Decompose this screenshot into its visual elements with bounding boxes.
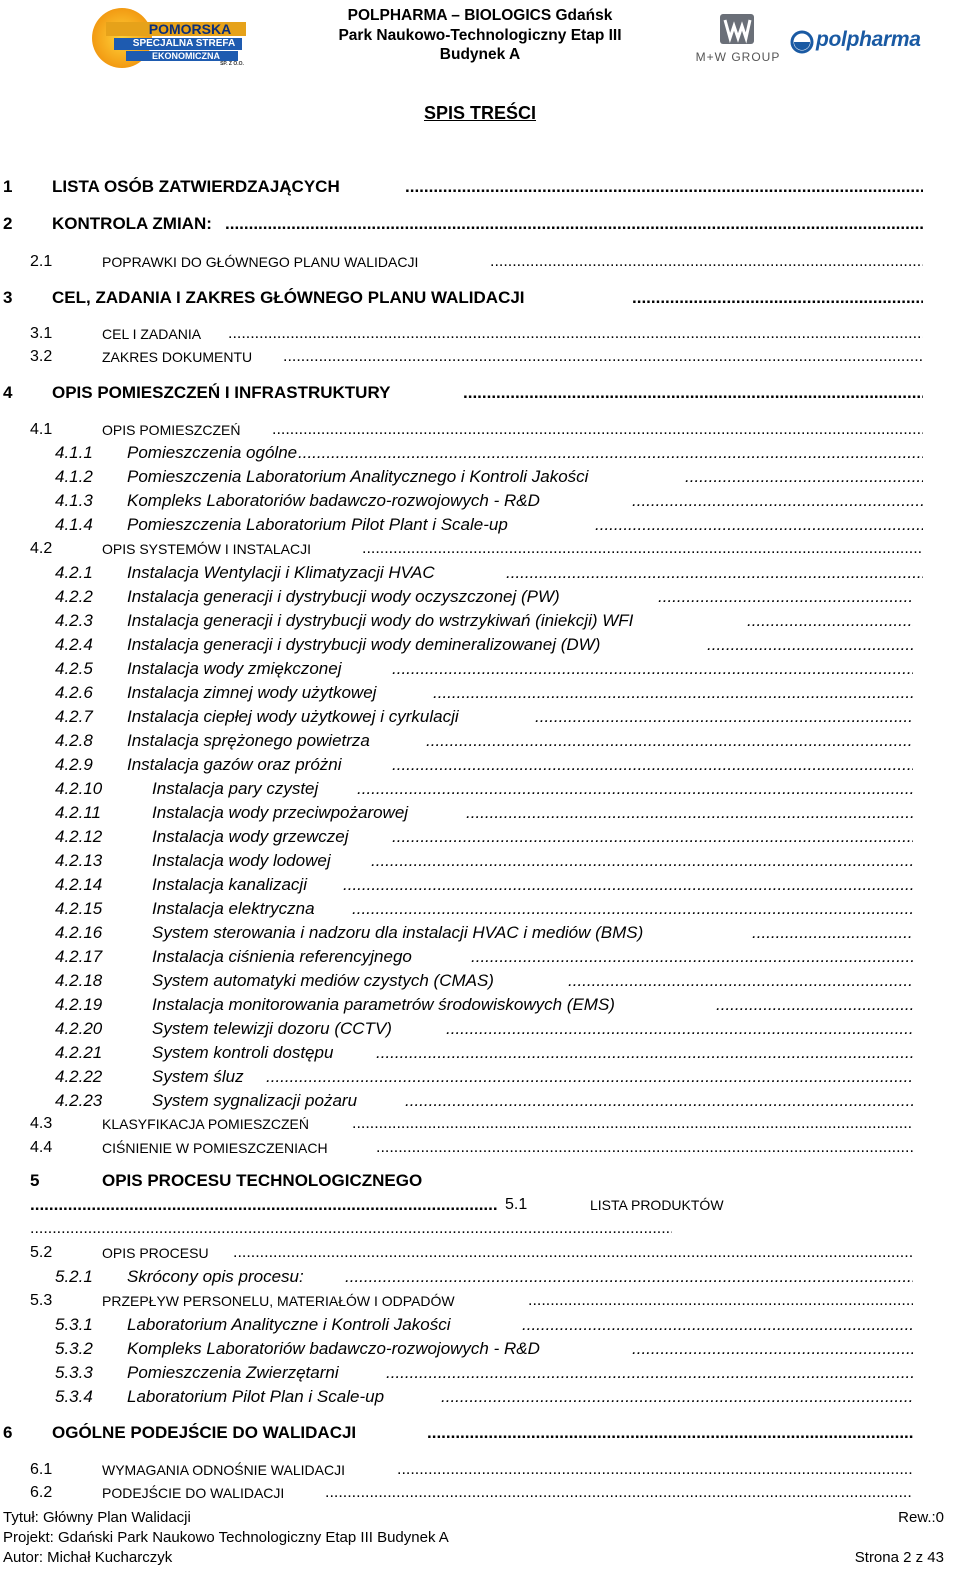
toc-entry-title: POPRAWKI DO GŁÓWNEGO PLANU WALIDACJI	[102, 254, 419, 270]
toc-leader-dots	[595, 514, 923, 536]
toc-entry-title: System automatyki mediów czystych (CMAS)	[152, 971, 494, 990]
toc-leader-dots	[433, 682, 913, 704]
toc-entry-title: Instalacja ciepłej wody użytkowej i cyrkulacji	[127, 707, 459, 726]
toc-entry-number: 4.2.10	[55, 779, 103, 798]
toc-entry-number: 5	[30, 1171, 40, 1190]
toc-entry-number: 4.2.15	[55, 899, 103, 918]
footer-project: Projekt: Gdański Park Naukowo Technologiczny Etap III Budynek A	[3, 1529, 449, 1546]
toc-leader-dots	[397, 1459, 913, 1481]
toc-entry-number: 5.1	[505, 1196, 528, 1213]
toc-entry-title: System kontroli dostępu	[152, 1043, 334, 1062]
toc-entry-number: 4.3	[30, 1115, 53, 1132]
toc-leader-dots	[471, 946, 913, 968]
toc-leader-dots	[376, 1137, 913, 1159]
toc-leader-dots	[506, 562, 923, 584]
toc-entry[interactable]	[0, 442, 960, 464]
toc-leader-dots	[405, 1090, 913, 1112]
logo-text-1: POMORSKA	[148, 21, 232, 37]
toc-entry-title: Instalacja Wentylacji i Klimatyzacji HVAC	[127, 563, 435, 582]
toc-entry-title: System telewizji dozoru (CCTV)	[152, 1019, 392, 1038]
toc-entry-number: 4.1.3	[55, 491, 93, 510]
polpharma-text: polpharma	[816, 28, 921, 51]
toc-entry[interactable]	[0, 802, 960, 824]
toc-entry[interactable]	[0, 1314, 960, 1336]
toc-entry-number: 1	[3, 177, 13, 196]
toc-entry-title: Kompleks Laboratoriów badawczo-rozwojowych - R&D	[127, 1339, 540, 1358]
toc-entry-number: 5.3	[30, 1292, 53, 1309]
toc-entry-title: LISTA PRODUKTÓW	[590, 1197, 724, 1213]
toc-entry[interactable]	[0, 658, 960, 680]
toc-entry[interactable]	[0, 1242, 960, 1264]
toc-entry-number: 5.3.3	[55, 1363, 93, 1382]
toc-entry-number: 5.2.1	[55, 1267, 93, 1286]
toc-entry-title: Instalacja kanalizacji	[152, 875, 307, 894]
toc-entry[interactable]	[0, 826, 960, 848]
toc-entry-number: 3.2	[30, 348, 53, 365]
toc-entry[interactable]	[0, 1386, 960, 1408]
toc-entry-title: OPIS POMIESZCZEŃ	[102, 422, 241, 438]
toc-leader-dots	[376, 1042, 913, 1064]
toc-leader-dots	[392, 754, 913, 776]
toc-entry[interactable]	[0, 1338, 960, 1360]
toc-leader-dots	[30, 1218, 672, 1240]
toc-entry[interactable]	[0, 419, 960, 441]
toc-entry-title: Laboratorium Analityczne i Kontroli Jakości	[127, 1315, 451, 1334]
toc-entry[interactable]	[0, 1170, 960, 1192]
toc-entry-number: 4.1.4	[55, 515, 93, 534]
toc-leader-dots	[632, 287, 923, 309]
toc-leader-dots	[298, 442, 923, 464]
logo-text-4: SP. Z O.O.	[220, 61, 244, 67]
toc-entry-number: 5.3.4	[55, 1387, 93, 1406]
toc-leader-dots	[707, 634, 913, 656]
toc-entry[interactable]	[0, 466, 960, 488]
header-building: Budynek A	[439, 46, 521, 63]
toc-entry-title: Instalacja generacji i dystrybucji wody demineralizowanej (DW)	[127, 635, 601, 654]
toc-leader-dots	[352, 898, 913, 920]
toc-entry-title: System sygnalizacji pożaru	[152, 1091, 358, 1110]
toc-entry[interactable]	[0, 287, 960, 309]
toc-entry[interactable]	[0, 874, 960, 896]
toc-entry-number: 6.1	[30, 1461, 53, 1478]
toc-entry-title: Instalacja pary czystej	[152, 779, 319, 798]
toc-entry[interactable]	[0, 490, 960, 512]
toc-entry-number: 4.2.9	[55, 755, 93, 774]
toc-leader-dots	[632, 490, 923, 512]
toc-entry-number: 4.2.13	[55, 851, 103, 870]
toc-leader-dots	[568, 970, 913, 992]
toc-entry[interactable]	[0, 634, 960, 656]
toc-entry-title: Skrócony opis procesu:	[127, 1267, 304, 1286]
toc-leader-dots	[371, 850, 913, 872]
toc-entry[interactable]	[0, 1482, 960, 1504]
toc-entry[interactable]	[0, 1113, 960, 1135]
toc-title: SPIS TREŚCI	[423, 103, 537, 123]
toc-entry-title: Instalacja ciśnienia referencyjnego	[152, 947, 412, 966]
toc-entry[interactable]	[0, 538, 960, 560]
toc-entry-number: 4.2.12	[55, 827, 103, 846]
toc-entry-number: 4.2	[30, 540, 53, 557]
toc-entry[interactable]	[0, 1042, 960, 1064]
toc-leader-dots	[352, 1113, 913, 1135]
toc-leader-dots	[343, 874, 913, 896]
toc-leader-dots	[752, 922, 913, 944]
toc-entry-title: WYMAGANIA ODNOŚNIE WALIDACJI	[102, 1462, 345, 1478]
toc-entry-number: 4.2.7	[55, 707, 93, 726]
toc-entry-title: PODEJŚCIE DO WALIDACJI	[102, 1485, 285, 1501]
toc-leader-dots	[441, 1386, 913, 1408]
toc-leader-dots	[392, 826, 913, 848]
toc-leader-dots	[658, 586, 913, 608]
toc-entry[interactable]	[0, 898, 960, 920]
page-header	[0, 0, 960, 80]
toc-entry-title: Instalacja gazów oraz próżni	[127, 755, 342, 774]
toc-entry-title: LISTA OSÓB ZATWIERDZAJĄCYCH	[52, 177, 340, 196]
toc-leader-dots	[228, 323, 923, 345]
pomorska-strefa-logo	[86, 4, 256, 70]
toc-entry-number: 4	[3, 383, 13, 402]
footer-title: Tytuł: Główny Plan Walidacji	[3, 1509, 191, 1526]
toc-leader-dots	[463, 382, 923, 404]
toc-leader-dots	[225, 213, 923, 235]
toc-leader-dots	[446, 1018, 913, 1040]
toc-entry[interactable]	[0, 1018, 960, 1040]
toc-entry-number: 4.2.6	[55, 683, 93, 702]
toc-entry-number: 5.3.2	[55, 1339, 93, 1358]
toc-leader-dots	[233, 1242, 913, 1264]
toc-entry-number: 4.2.3	[55, 611, 93, 630]
toc-entry-number: 4.2.1	[55, 563, 93, 582]
toc-entry-title: Instalacja wody zmiękczonej	[127, 659, 342, 678]
toc-entry-title: OPIS SYSTEMÓW I INSTALACJI	[102, 541, 311, 557]
toc-entry-number: 4.2.23	[55, 1091, 103, 1110]
toc-entry-title: Kompleks Laboratoriów badawczo-rozwojowych - R&D	[127, 491, 540, 510]
mw-group-logo	[690, 12, 786, 68]
toc-entry-number: 4.2.4	[55, 635, 93, 654]
toc-entry[interactable]	[0, 562, 960, 584]
toc-entry[interactable]	[0, 1266, 960, 1288]
toc-entry[interactable]	[0, 382, 960, 404]
toc-entry[interactable]	[0, 1194, 960, 1216]
toc-entry-number: 4.2.8	[55, 731, 93, 750]
header-company: POLPHARMA – BIOLOGICS Gdańsk	[347, 7, 613, 24]
toc-entry-number: 3	[3, 288, 13, 307]
toc-entry-title: Instalacja monitorowania parametrów środowiskowych (EMS)	[152, 995, 615, 1014]
toc-leader-dots	[490, 251, 923, 273]
footer-page-number: Strona 2 z 43	[854, 1549, 944, 1566]
toc-entry-number: 4.2.11	[55, 803, 102, 822]
toc-entry-title: Instalacja elektryczna	[152, 899, 315, 918]
toc-entry-title: Instalacja wody lodowej	[152, 851, 331, 870]
polpharma-logo	[790, 26, 940, 56]
toc-entry-number: 4.1.2	[55, 467, 93, 486]
toc-entry[interactable]	[0, 514, 960, 536]
toc-entry-title: OPIS POMIESZCZEŃ I INFRASTRUKTURY	[52, 383, 391, 402]
toc-entry-title: Pomieszczenia ogólne	[127, 443, 298, 462]
toc-leader-dots	[272, 419, 923, 441]
toc-leader-dots	[357, 778, 913, 800]
toc-entry-title: Instalacja sprężonego powietrza	[127, 731, 370, 750]
toc-entry[interactable]	[0, 946, 960, 968]
toc-entry-number: 5.2	[30, 1244, 53, 1261]
toc-entry-number: 4.2.14	[55, 875, 103, 894]
toc-entry-title: ZAKRES DOKUMENTU	[102, 349, 253, 365]
toc-entry[interactable]	[0, 778, 960, 800]
toc-entry[interactable]	[0, 682, 960, 704]
toc-entry[interactable]	[0, 610, 960, 632]
toc-entry-title: OGÓLNE PODEJŚCIE DO WALIDACJI	[52, 1423, 357, 1442]
logo-text-3: EKONOMICZNA	[152, 51, 220, 61]
toc-entry[interactable]	[0, 1090, 960, 1112]
toc-leader-dots	[747, 610, 913, 632]
toc-leader-dots	[405, 176, 923, 198]
toc-entry-number: 2.1	[30, 253, 53, 270]
toc-entry-number: 2	[3, 214, 13, 233]
toc-entry-title: Laboratorium Pilot Plan i Scale-up	[127, 1387, 385, 1406]
toc-entry[interactable]	[0, 1290, 960, 1312]
toc-leader-dots	[386, 1362, 913, 1384]
toc-entry-number: 6	[3, 1423, 13, 1442]
toc-entry-number: 4.1	[30, 421, 53, 438]
toc-entry-number: 5.3.1	[55, 1315, 93, 1334]
toc-leader-dots	[283, 346, 923, 368]
footer-author: Autor: Michał Kucharczyk	[3, 1549, 173, 1566]
toc-leader-dots	[522, 1314, 913, 1336]
toc-entry-number: 3.1	[30, 325, 53, 342]
toc-entry[interactable]	[0, 346, 960, 368]
footer-revision: Rew.:0	[898, 1509, 944, 1526]
toc-entry-title: Pomieszczenia Laboratorium Pilot Plant i Scale-up	[127, 515, 508, 534]
toc-entry[interactable]	[0, 754, 960, 776]
toc-entry-number: 4.2.17	[55, 947, 103, 966]
toc-leader-dots	[528, 1290, 913, 1312]
toc-entry-title: Pomieszczenia Zwierzętarni	[127, 1363, 339, 1382]
mw-group-text: M+W GROUP	[695, 50, 781, 64]
logo-text-2: SPECJALNA STREFA	[132, 38, 236, 49]
toc-entry[interactable]	[0, 1459, 960, 1481]
toc-entry[interactable]	[0, 922, 960, 944]
toc-entry-title: PRZEPŁYW PERSONELU, MATERIAŁÓW I ODPADÓW	[102, 1293, 455, 1309]
toc-entry[interactable]	[0, 251, 960, 273]
toc-entry-title: CEL I ZADANIA	[102, 326, 202, 342]
toc-entry-title: KLASYFIKACJA POMIESZCZEŃ	[102, 1116, 309, 1132]
toc-leader-dots	[426, 730, 913, 752]
toc-entry-number: 4.2.21	[55, 1043, 103, 1062]
toc-entry[interactable]	[0, 1362, 960, 1384]
toc-entry-title: System sterowania i nadzoru dla instalacji HVAC i mediów (BMS)	[152, 923, 644, 942]
toc-leader-dots	[535, 706, 913, 728]
toc-entry-title: System śluz	[152, 1067, 244, 1086]
toc-entry-number: 4.2.20	[55, 1019, 103, 1038]
toc-entry-title: Instalacja wody grzewczej	[152, 827, 349, 846]
toc-entry-title: CIŚNIENIE W POMIESZCZENIACH	[102, 1140, 328, 1156]
toc-entry-number: 4.2.19	[55, 995, 103, 1014]
toc-entry-title: KONTROLA ZMIAN:	[52, 214, 212, 233]
toc-leader-dots	[362, 538, 923, 560]
toc-leader-dots	[427, 1422, 913, 1444]
toc-entry-number: 4.2.18	[55, 971, 103, 990]
toc-entry[interactable]	[0, 730, 960, 752]
toc-entry-number: 4.2.16	[55, 923, 103, 942]
toc-entry-title: Instalacja zimnej wody użytkowej	[127, 683, 377, 702]
toc-entry-number: 4.2.5	[55, 659, 93, 678]
toc-entry-number: 6.2	[30, 1484, 53, 1501]
toc-entry[interactable]	[0, 994, 960, 1016]
toc-leader-dots	[325, 1482, 913, 1504]
toc-leader-dots	[716, 994, 913, 1016]
toc-entry-title: Pomieszczenia Laboratorium Analitycznego i Kontroli Jakości	[127, 467, 589, 486]
header-center-text	[330, 6, 630, 65]
toc-entry-title: OPIS PROCESU TECHNOLOGICZNEGO	[102, 1171, 423, 1190]
toc-entry-number: 4.2.22	[55, 1067, 103, 1086]
toc-entry[interactable]	[0, 213, 960, 235]
toc-entry[interactable]	[0, 970, 960, 992]
toc-entry-number: 4.2.2	[55, 587, 93, 606]
toc-entry[interactable]	[0, 850, 960, 872]
toc-entry[interactable]	[0, 176, 960, 198]
toc-entry-number: 4.1.1	[55, 443, 93, 462]
toc-entry-leader	[0, 1218, 960, 1240]
toc-entry-title: Instalacja generacji i dystrybucji wody do wstrzykiwań (iniekcji) WFI	[127, 611, 634, 630]
header-park: Park Naukowo-Technologiczny Etap III	[338, 26, 622, 44]
toc-entry[interactable]	[0, 706, 960, 728]
toc-entry[interactable]	[0, 323, 960, 345]
toc-leader-dots	[685, 466, 923, 488]
toc-entry-title: CEL, ZADANIA I ZAKRES GŁÓWNEGO PLANU WALIDACJI	[52, 288, 525, 307]
toc-entry[interactable]	[0, 586, 960, 608]
toc-entry[interactable]	[0, 1066, 960, 1088]
toc-entry-title: Instalacja generacji i dystrybucji wody oczyszczonej (PW)	[127, 587, 560, 606]
toc-entry-number: 4.4	[30, 1139, 53, 1156]
toc-leader-dots	[345, 1266, 913, 1288]
toc-entry[interactable]	[0, 1137, 960, 1159]
toc-leader-dots	[392, 658, 913, 680]
toc-leader-dots	[30, 1194, 498, 1216]
toc-leader-dots	[632, 1338, 913, 1360]
toc-leader-dots	[466, 802, 913, 824]
toc-leader-dots	[266, 1066, 913, 1088]
toc-entry-title: Instalacja wody przeciwpożarowej	[152, 803, 409, 822]
toc-entry[interactable]	[0, 1422, 960, 1444]
toc-entry-title: OPIS PROCESU	[102, 1245, 209, 1261]
